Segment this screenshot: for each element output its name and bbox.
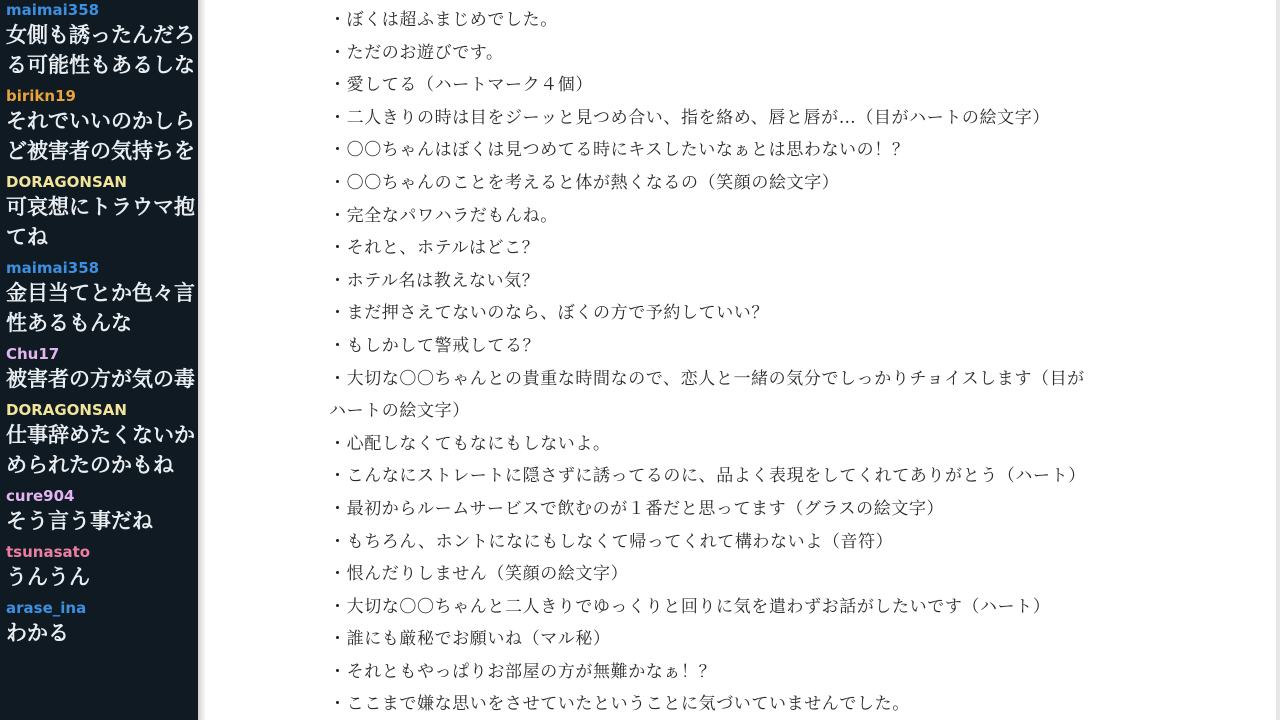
chat-message-line: 女側も誘ったんだろ [6, 23, 195, 47]
document-line: ・〇〇ちゃんはぼくは見つめてる時にキスしたいなぁとは思わないの！？ [329, 140, 910, 161]
chat-message [0, 86, 198, 172]
document-line: ・恨んだりしません（笑顔の絵文字） [329, 564, 629, 585]
chat-message-line: められたのかもね [6, 453, 174, 477]
document-line: ・もしかして警戒してる？ [329, 335, 541, 356]
chat-message [0, 598, 198, 654]
chat-message-line: 仕事辞めたくないか [6, 423, 195, 447]
chat-message [0, 258, 198, 344]
document-view [198, 0, 1280, 720]
document-line: ・それと、ホテルはどこ？ [329, 238, 540, 259]
chat-username[interactable]: DORAGONSAN [6, 173, 127, 191]
document-line: ・心配しなくてもなにもしないよ。 [329, 433, 611, 454]
chat-message-text [6, 278, 198, 338]
document-line: ・〇〇ちゃんのことを考えると体が熱くなるの（笑顔の絵文字） [329, 172, 840, 193]
chat-panel [0, 0, 198, 720]
chat-message-line: る可能性もあるしな [6, 53, 195, 77]
chat-message-spacer [6, 648, 198, 654]
chat-message-text [6, 506, 198, 536]
chat-message-text [6, 618, 198, 648]
chat-message [0, 172, 198, 258]
chat-message-line: それでいいのかしら [6, 109, 195, 133]
chat-message-text [6, 20, 198, 80]
chat-message [0, 0, 198, 86]
chat-username[interactable]: DORAGONSAN [6, 401, 127, 419]
document-line: ・誰にも厳秘でお願いね（マル秘） [329, 629, 611, 650]
chat-username[interactable]: maimai358 [6, 259, 100, 277]
document-line: ・もちろん、ホントになにもしなくて帰ってくれて構わないよ（音符） [329, 531, 894, 552]
chat-message-text [6, 364, 198, 394]
chat-message-line: 性あるもんな [6, 311, 132, 335]
chat-username[interactable]: arase_ina [6, 599, 87, 617]
panel-divider-shadow [198, 0, 206, 720]
chat-username[interactable]: tsunasato [6, 543, 91, 561]
chat-message [0, 486, 198, 542]
chat-username[interactable]: cure904 [6, 487, 75, 505]
document-line: ・完全なパワハラだもんね。 [329, 205, 558, 226]
chat-message-text [6, 106, 198, 166]
chat-message-line: わかる [6, 621, 69, 645]
chat-message-text [6, 562, 198, 592]
chat-username[interactable]: Chu17 [6, 345, 60, 363]
document-line: ・大切な〇〇ちゃんと二人きりでゆっくりと回りに気を遣わずお話がしたいです（ハート） [329, 596, 1051, 617]
chat-message-line: 可哀想にトラウマ抱 [6, 195, 195, 219]
chat-message [0, 400, 198, 486]
document-line: ・ここまで嫌な思いをさせていたということに気づいていませんでした。 [329, 694, 910, 715]
document-line: ・こんなにストレートに隠さずに誘ってるのに、品よく表現をしてくれてありがとう（ハート） [329, 466, 1086, 487]
document-line: ・二人きりの時は目をジーッと見つめ合い、指を絡め、唇と唇が…（目がハートの絵文字） [329, 107, 1050, 128]
document-line: ・ただのお遊びです。 [329, 42, 504, 63]
document-line: ・大切な〇〇ちゃんとの貴重な時間なので、恋人と一緒の気分でしっかりチョイスします（目が [329, 368, 1085, 389]
chat-message-line: ど被害者の気持ちを [6, 139, 195, 163]
chat-message [0, 542, 198, 598]
chat-message-text [6, 420, 198, 480]
document-line: ・ホテル名は教えない気？ [329, 270, 540, 291]
document-line: ・ぼくは超ふまじめでした。 [329, 10, 558, 30]
chat-message-line: 被害者の方が気の毒 [6, 367, 195, 391]
chat-message-line: 金目当てとか色々言 [6, 281, 195, 305]
chat-username[interactable]: maimai358 [6, 1, 100, 19]
chat-message-text [6, 192, 198, 252]
document-line: ・最初からルームサービスで飲むのが１番だと思ってます（グラスの絵文字） [329, 498, 945, 519]
document-line: ・それともやっぱりお部屋の方が無難かなぁ！？ [329, 661, 717, 682]
document-text [329, 4, 1169, 720]
chat-username[interactable]: birikn19 [6, 87, 76, 105]
document-line: ・まだ押さえてないのなら、ぼくの方で予約していい？ [329, 303, 769, 324]
document-line: ・愛してる（ハートマーク４個） [329, 75, 593, 96]
chat-message-list [0, 0, 198, 654]
chat-message-line: そう言う事だね [6, 509, 153, 533]
chat-message-line: うんうん [6, 565, 90, 589]
right-edge-bar [1276, 0, 1280, 720]
chat-message-line: てね [6, 225, 48, 249]
chat-message [0, 344, 198, 400]
document-line: ハートの絵文字） [329, 401, 470, 422]
